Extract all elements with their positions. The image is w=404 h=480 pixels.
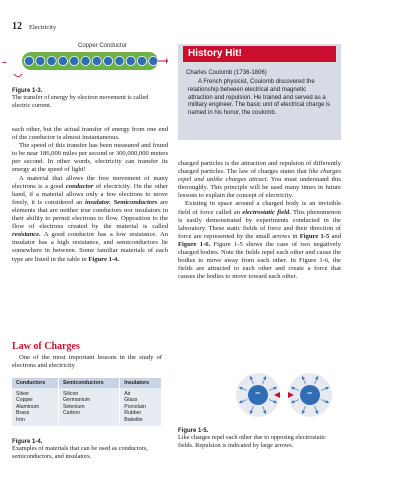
- figure-reference: Figure 1-4.: [88, 255, 120, 263]
- charge-left-symbol: −: [255, 388, 261, 398]
- paragraph: A material that allows the free movement of many electrons is a good conductor of electricity. On the other hand, if a material allows only a few electrons to move freely, it is considered an insulator. Semiconductors are elements that are neither true conductors nor insulators in their ability to permit electrons to flow. Opposition to the flow of electrons created by the material is called resistance. A good conductor has a low resistance. An insulator has a high resistance, and semiconductors lie somewhere in between. Some familiar materials of each type are listed in the table in Figure 1-4.: [12, 174, 169, 263]
- electron: [149, 56, 158, 65]
- term-electrostatic-field: electrostatic field.: [242, 208, 291, 216]
- table-row: [12, 388, 162, 426]
- term-conductor: conductor: [65, 182, 94, 190]
- conductors-cell: Silver Copper Aluminum Brass Iron: [12, 388, 58, 426]
- law-of-charges-heading: Law of Charges: [12, 341, 80, 352]
- section-name: Electricity: [29, 24, 57, 31]
- repelling-charges-diagram: [228, 368, 340, 422]
- history-hit-text: A French physicist, Coulomb discovered the relationship between electrical and magnetic attraction and repulsion. He trained and served as a military engineer. The basic unit of electrical charge is named in his honor, the coulomb.: [188, 79, 331, 117]
- caption-title: Figure 1-3.: [12, 88, 43, 94]
- term-resistance: resistance.: [12, 231, 41, 239]
- paragraph: each other, but the actual transfer of energy from one end of the conductor is almost instantaneous.: [12, 126, 168, 142]
- page-number: 12: [12, 21, 22, 32]
- left-column: [12, 126, 168, 264]
- paragraph: The speed of this transfer has been measured and found to be near 186,000 miles per second or 300,000,000 meters per second. In other words, electricity can transfer its energy at the speed of light!: [12, 142, 169, 174]
- history-hit-subtitle: Charles Coulomb (1736-1806): [186, 70, 267, 76]
- table-header-row: [12, 378, 162, 388]
- left-column-lower: [12, 354, 162, 370]
- electron: [104, 56, 113, 65]
- caption-title: Figure 1-5.: [178, 428, 209, 434]
- charge-right-symbol: −: [307, 388, 313, 398]
- electron-charge-symbol: −: [2, 58, 7, 67]
- paragraph: Existing in space around a charged body is an invisible field of force called an electrostatic field. This phenomenon is easily demonstrated by experiments conducted in the laboratory. These static fields of force and their direction of force are represented by the small arrows in Figure 1-5 and Figure 1-6. Figure 1-5 shows the case of two negatively charged bodies. Note the fields repel each other and cause the bodies to move away from each other. In Figure 1-6, the fields are attracted to each other and create a force that causes the bodies to move toward each other.: [178, 200, 342, 281]
- term-semiconductors: Semiconductors: [113, 198, 158, 206]
- figure-1-3-caption: [12, 88, 162, 109]
- figure-1-3-label: Copper Conductor: [78, 43, 128, 49]
- column-header: Semiconductors: [58, 378, 119, 388]
- copper-conductor-diagram: [12, 50, 168, 80]
- electron: [24, 56, 33, 65]
- law-statement: like charges repel and unlike charges attract.: [178, 168, 341, 184]
- caption-text: The transfer of energy by electron movement is called electric current.: [12, 94, 149, 109]
- electron: [70, 56, 79, 65]
- figure-1-4-caption: [12, 439, 168, 460]
- history-hit-title: History Hit!: [188, 48, 242, 59]
- term-insulator: insulator.: [85, 198, 111, 206]
- electron: [47, 56, 56, 65]
- history-hit-sidebar: [178, 44, 341, 140]
- insulators-cell: Air Glass Porcelain Rubber Bakelite: [120, 388, 162, 426]
- semiconductors-cell: Silicon Germanium Selenium Carbon: [58, 388, 119, 426]
- caption-title: Figure 1-4.: [12, 439, 43, 445]
- figure-reference: Figure 1-5: [299, 232, 330, 240]
- figure-1-5-caption: [178, 428, 341, 449]
- electron: [36, 56, 45, 65]
- electron: [137, 56, 146, 65]
- right-column: [178, 160, 341, 281]
- caption-text: Like charges repel each other due to opposing electrostatic fields. Repulsion is indicated by large arrows.: [178, 434, 326, 449]
- figure-reference: Figure 1-6.: [178, 240, 211, 248]
- materials-table: [12, 378, 162, 426]
- column-header: Insulators: [120, 378, 162, 388]
- column-header: Conductors: [12, 378, 58, 388]
- electron: [126, 56, 135, 65]
- electron: [92, 56, 101, 65]
- electron: [115, 56, 124, 65]
- electron: [58, 56, 67, 65]
- electron: [81, 56, 90, 65]
- caption-text: Examples of materials that can be used as conductors, semiconductors, and insulators.: [12, 445, 148, 460]
- paragraph: One of the most important lessons in the study of electrons and electricity: [12, 354, 162, 370]
- page-header: [12, 16, 56, 34]
- history-hit-title-bar: [183, 46, 336, 62]
- paragraph: charged particles is the attraction and repulsion of differently charged particles. The law of charges states that like charges repel and unlike charges attract. You must understand this thoroughly. This principle will be used many times in future lessons to explain the concept of electricity.: [178, 160, 341, 200]
